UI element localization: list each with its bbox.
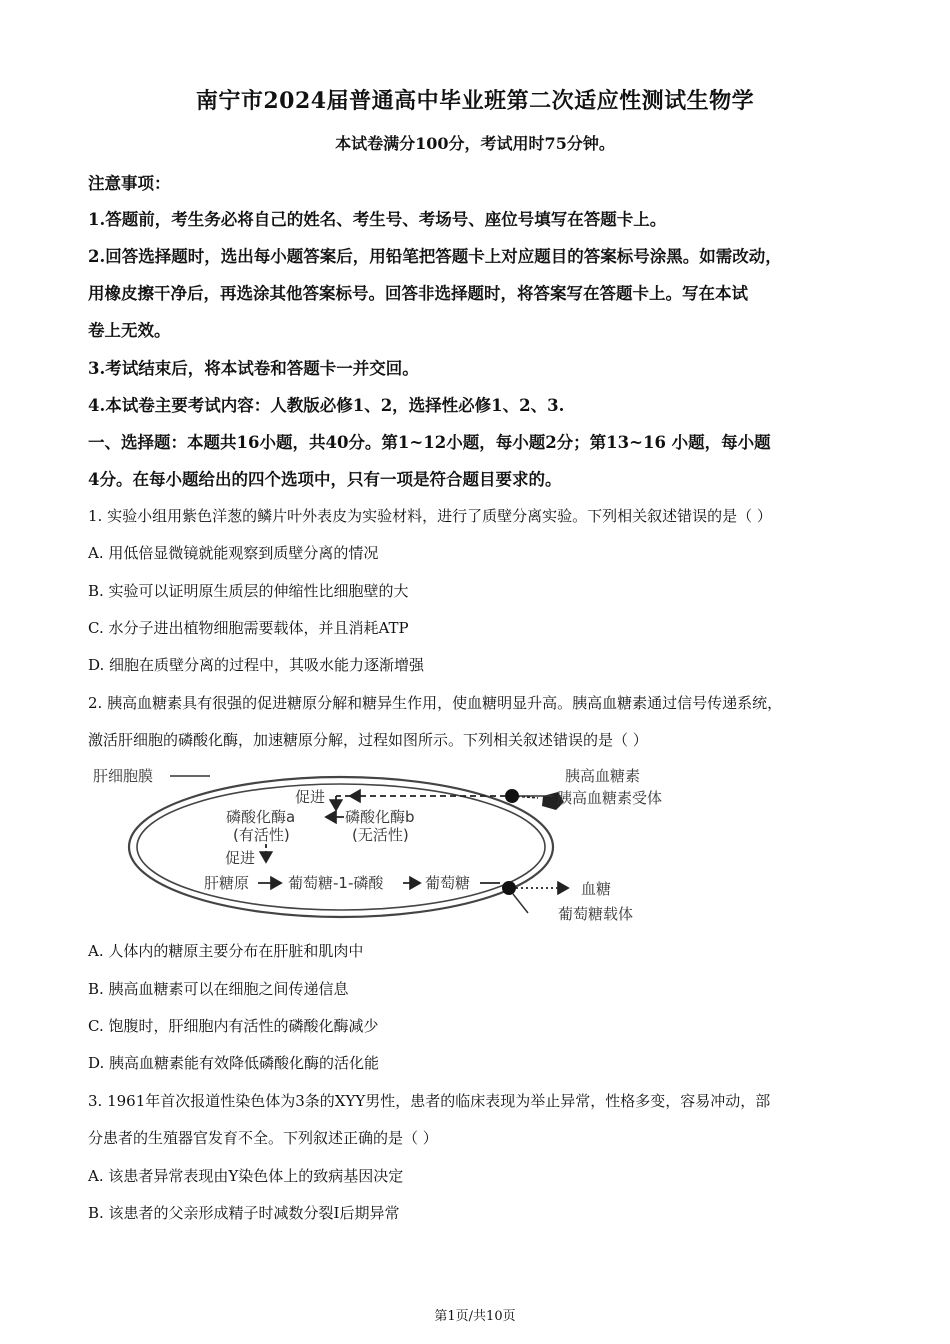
question-3-stem-cont: 分患者的生殖器官发育不全。下列叙述正确的是（ ） — [88, 1129, 438, 1147]
question-1-stem: 1. 实验小组用紫色洋葱的鳞片叶外表皮为实验材料，进行了质壁分离实验。下列相关叙述错误的是（ ） — [88, 507, 772, 525]
question-2-option-d: D. 胰高血糖素能有效降低磷酸化酶的活化能 — [88, 1054, 380, 1072]
promote-label-2: 促进 — [225, 849, 256, 867]
section-heading-cont: 4分。在每小题给出的四个选项中，只有一项是符合题目要求的。 — [88, 470, 562, 489]
glycogen-label: 肝糖原 — [204, 874, 250, 892]
exam-subtitle: 本试卷满分100分，考试用时75分钟。 — [335, 134, 615, 153]
exam-title: 南宁市2024届普通高中毕业班第二次适应性测试生物学 — [195, 88, 755, 114]
notice-heading: 注意事项： — [88, 174, 171, 193]
question-3-stem: 3. 1961年首次报道性染色体为3条的XYY男性，患者的临床表现为举止异常，性格多变，容易冲动，部 — [88, 1092, 771, 1110]
promote-label-1: 促进 — [295, 788, 326, 806]
question-2-option-b: B. 胰高血糖素可以在细胞之间传递信息 — [88, 980, 349, 998]
cell-membrane-outer — [129, 777, 553, 917]
glucose-label: 葡萄糖 — [425, 874, 471, 892]
question-1-option-a: A. 用低倍显微镜就能观察到质壁分离的情况 — [88, 544, 379, 562]
notice-line: 4.本试卷主要考试内容：人教版必修1、2，选择性必修1、2、3. — [88, 396, 565, 415]
question-3-option-a: A. 该患者异常表现由Y染色体上的致病基因决定 — [88, 1167, 404, 1185]
blood-sugar-label: 血糖 — [581, 880, 612, 898]
notice-line: 3.考试结束后，将本试卷和答题卡一并交回。 — [88, 359, 419, 378]
question-2-option-a: A. 人体内的糖原主要分布在肝脏和肌肉中 — [88, 942, 364, 960]
receptor-icon — [505, 789, 519, 803]
enzyme-b-state: (无活性) — [352, 826, 409, 844]
notice-line: 卷上无效。 — [88, 321, 171, 340]
enzyme-a-state: (有活性) — [233, 826, 290, 844]
question-1-option-c: C. 水分子进出植物细胞需要载体，并且消耗ATP — [88, 619, 409, 637]
enzyme-b-label: 磷酸化酶b — [345, 808, 415, 826]
notice-line: 用橡皮擦干净后，再选涂其他答案标号。回答非选择题时，将答案写在答题卡上。写在本试 — [88, 284, 748, 303]
page-number: 第1页/共10页 — [434, 1309, 516, 1324]
g1p-label: 葡萄糖-1-磷酸 — [288, 874, 384, 892]
notice-line: 2.回答选择题时，选出每小题答案后，用铅笔把答题卡上对应题目的答案标号涂黑。如需改动， — [88, 247, 782, 266]
glycogenolysis-diagram — [88, 758, 708, 930]
carrier-icon — [502, 881, 516, 895]
membrane-label: 肝细胞膜 — [93, 767, 154, 785]
question-2-stem-cont: 激活肝细胞的磷酸化酶，加速糖原分解，过程如图所示。下列相关叙述错误的是（ ） — [88, 731, 648, 749]
glucagon-label: 胰高血糖素 — [565, 767, 641, 785]
carrier-label: 葡萄糖载体 — [558, 905, 634, 923]
question-3-option-b: B. 该患者的父亲形成精子时减数分裂Ⅰ后期异常 — [88, 1204, 400, 1222]
question-1-option-b: B. 实验可以证明原生质层的伸缩性比细胞壁的大 — [88, 582, 409, 600]
question-2-option-c: C. 饱腹时，肝细胞内有活性的磷酸化酶减少 — [88, 1017, 379, 1035]
notice-line: 1.答题前，考生务必将自己的姓名、考生号、考场号、座位号填写在答题卡上。 — [88, 210, 667, 229]
carrier-pointer — [513, 894, 528, 913]
question-1-option-d: D. 细胞在质壁分离的过程中，其吸水能力逐渐增强 — [88, 656, 425, 674]
receptor-label: 胰高血糖素受体 — [557, 789, 663, 807]
section-heading: 一、选择题：本题共16小题，共40分。第1~12小题，每小题2分；第13~16 小题，每小题 — [88, 433, 771, 452]
enzyme-a-label: 磷酸化酶a — [226, 808, 296, 826]
question-2-stem: 2. 胰高血糖素具有很强的促进糖原分解和糖异生作用，使血糖明显升高。胰高血糖素通过信号传递系统， — [88, 694, 783, 712]
